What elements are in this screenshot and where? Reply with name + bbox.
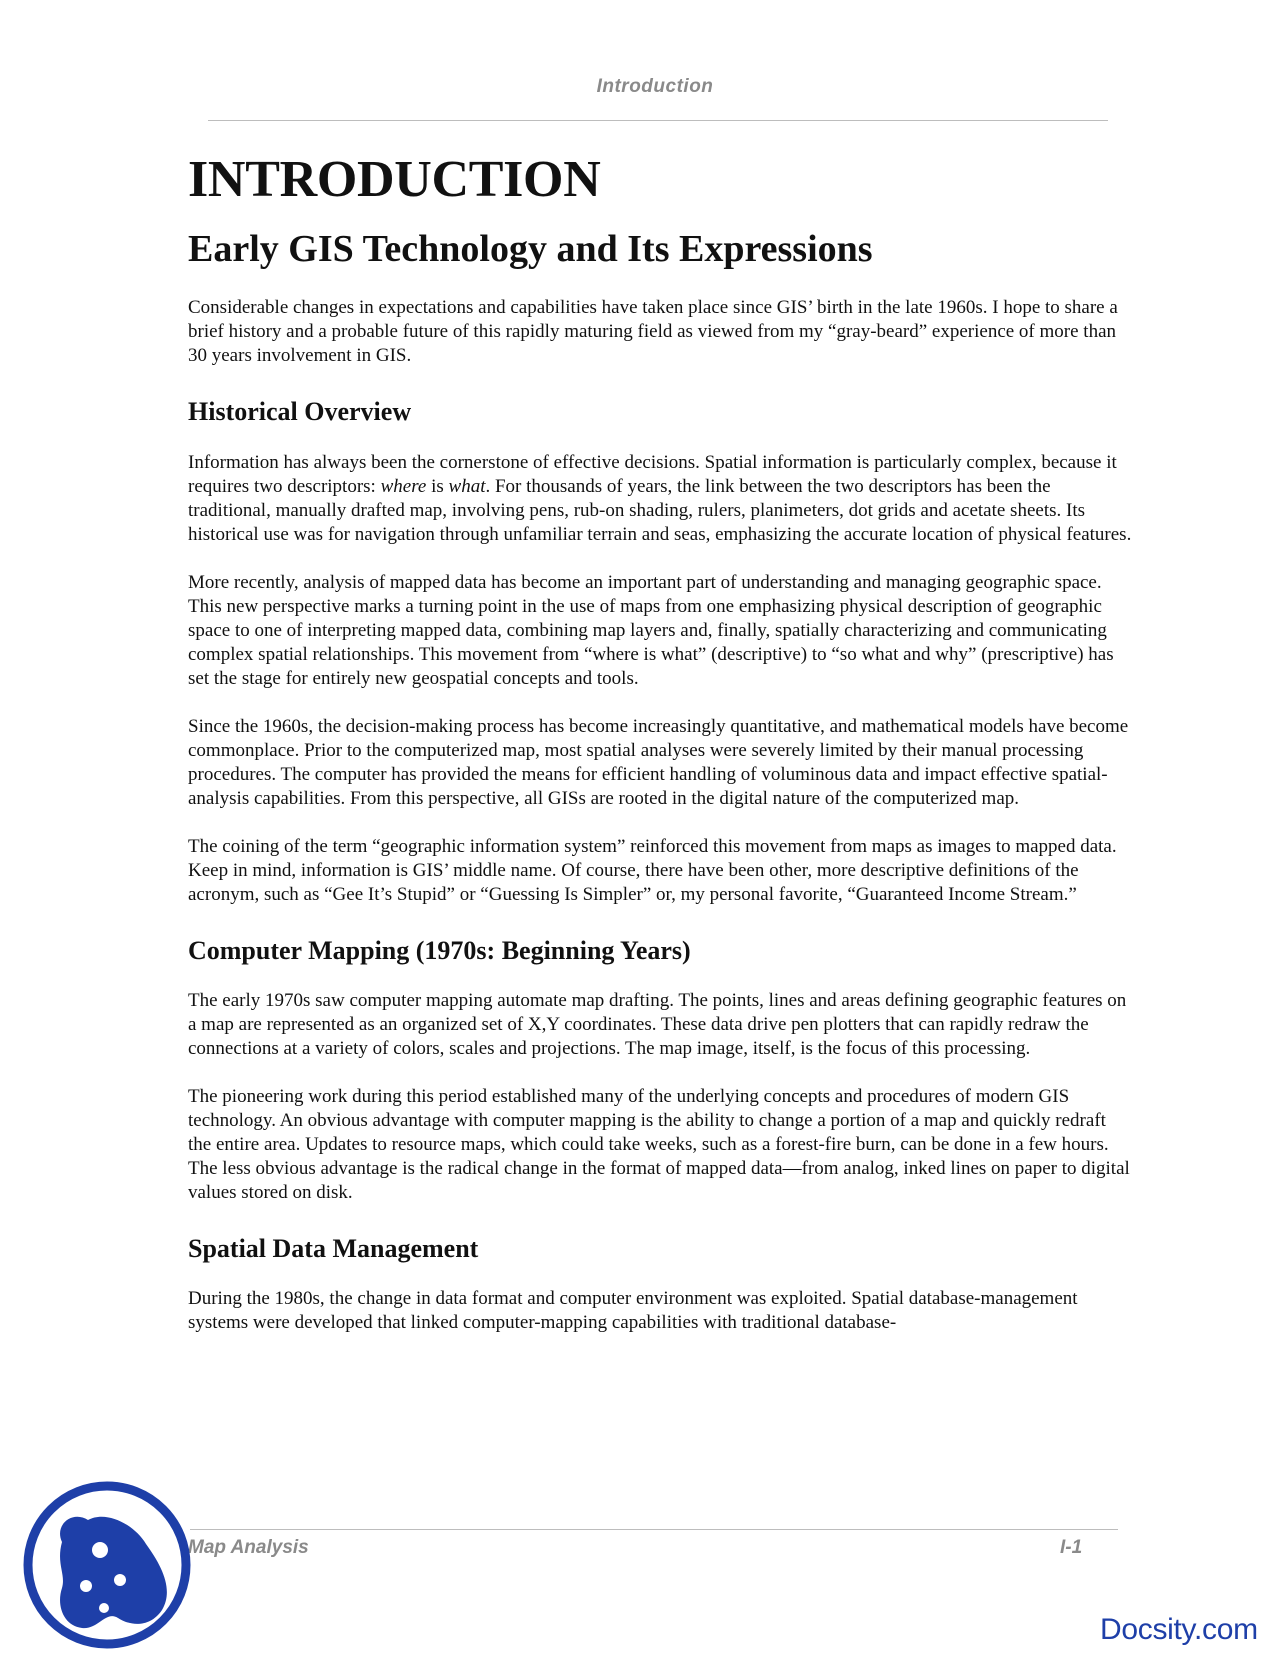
paragraph: The early 1970s saw computer mapping automate map drafting. The points, lines and areas defining geographic features on a map are represented as an organized set of X,Y coordinates. These data drive pen plotters that can rapidly redraw the connections at a variety of colors, scales and projections. The map image, itself, is the focus of this processing. xyxy=(188,989,1127,1059)
footer-page-number: I-1 xyxy=(1060,1537,1083,1558)
paragraph: Since the 1960s, the decision-making process has become increasingly quantitative, and mathematical models have become commonplace. Prior to the computerized map, most spatial analyses were severely limited by their manual processing procedures. The computer has provided the means for efficient handling of voluminous data and impact effective spatial-analysis capabilities. From this perspective, all GISs are rooted in the digital nature of the computerized map. xyxy=(188,715,1129,809)
paragraph-text: Information has always been the cornerstone of effective decisions. Spatial information is particularly complex, because it requires two descriptors: xyxy=(188,451,1117,497)
paragraph-text: . For thousands of years, the link between the two descriptors has been the traditional, manually drafted map, involving pens, rub-on shading, rulers, planimeters, dot grids and acetate sheets. Its historical use was for navigation through unfamiliar terrain and seas, emphasizing the accurate location of physical features. xyxy=(188,475,1132,545)
paragraph-emphasis-where: where xyxy=(380,475,427,497)
header-divider xyxy=(208,120,1108,121)
paragraph: The coining of the term “geographic information system” reinforced this movement from maps as images to mapped data. Keep in mind, information is GIS’ middle name. Of course, there have been other, more descriptive definitions of the acronym, such as “Gee It’s Stupid” or “Guessing Is Simpler” or, my personal favorite, “Guaranteed Income Stream.” xyxy=(188,835,1117,905)
heading-historical-overview: Historical Overview xyxy=(188,397,412,427)
page-content xyxy=(188,150,1133,1335)
intro-paragraph: Considerable changes in expectations and capabilities have taken place since GIS’ birth in the late 1960s. I hope to share a brief history and a probable future of this rapidly maturing field as viewed from my “gray-beard” experience of more than 30 years involvement in GIS. xyxy=(188,297,1118,367)
heading-spatial-data-management: Spatial Data Management xyxy=(188,1233,479,1263)
running-header: Introduction xyxy=(596,76,714,97)
paragraph: More recently, analysis of mapped data has become an important part of understanding and managing geographic space. This new perspective marks a turning point in the use of maps from one emphasizing physical description of geographic space to one of interpreting mapped data, combining map layers and, finally, spatially characterizing and communicating complex spatial relationships. This movement from “where is what” (descriptive) to “so what and why” (prescriptive) has set the stage for entirely new geospatial concepts and tools. xyxy=(188,571,1114,689)
footer-divider xyxy=(190,1529,1118,1530)
footer-book-title: Map Analysis xyxy=(188,1537,309,1558)
paragraph: The pioneering work during this period established many of the underlying concepts and procedures of modern GIS technology. An obvious advantage with computer mapping is the ability to change a portion of a map and quickly redraft the entire area. Updates to resource maps, which could take weeks, such as a forest-fire burn, can be done in a few hours. The less obvious advantage is the radical change in the format of mapped data—from analog, inked lines on paper to digital values stored on disk. xyxy=(188,1085,1130,1203)
chapter-title: INTRODUCTION xyxy=(188,151,601,208)
paragraph-emphasis-what: what xyxy=(448,475,486,497)
paragraph: During the 1980s, the change in data format and computer environment was exploited. Spatial database-management systems were developed that linked computer-mapping capabilities with traditional database- xyxy=(188,1288,1078,1334)
docsity-logo-icon[interactable] xyxy=(22,1480,192,1650)
paragraph-text: is xyxy=(426,475,449,497)
heading-computer-mapping: Computer Mapping (1970s: Beginning Years) xyxy=(188,935,691,965)
section-title: Early GIS Technology and Its Expressions xyxy=(188,227,873,270)
paragraph xyxy=(188,451,1133,547)
docsity-brand[interactable]: Docsity.com xyxy=(1100,1613,1258,1646)
